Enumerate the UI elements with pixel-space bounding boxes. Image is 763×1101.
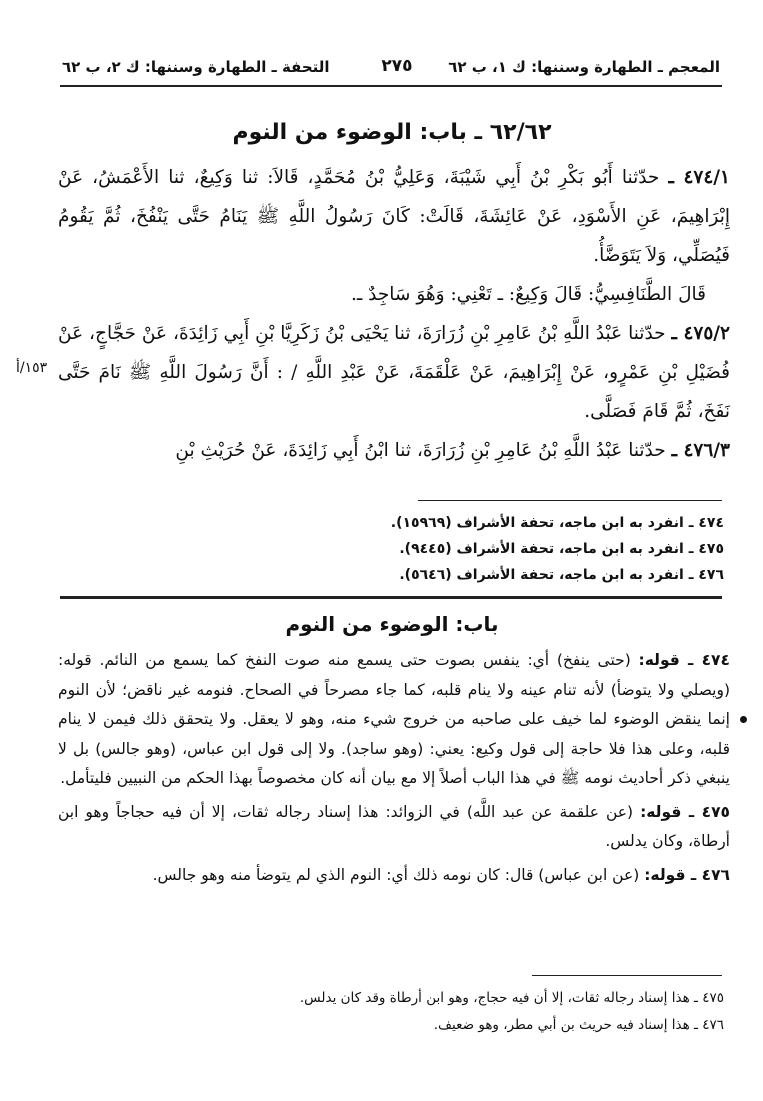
- header-rule: [60, 85, 722, 87]
- commentary-474-head: ٤٧٤ ـ قوله:: [638, 651, 730, 669]
- footnotes-2: [200, 985, 724, 1039]
- page-number: ٢٧٥: [381, 56, 413, 76]
- hadith-474: [58, 158, 730, 275]
- margin-dot-icon: [740, 716, 747, 723]
- commentary-476-text: (عن ابن عباس) قال: كان نومه ذلك أي: النوم الذي لم يتوضأ منه وهو جالس.: [152, 865, 640, 884]
- footnotes-1: [300, 510, 724, 588]
- hadith-475-text: حدّثنا عَبْدُ اللَّهِ بْنُ عَامِرِ بْنِ زُرَارَةَ، ثنا يَحْيَى بْنُ زَكَرِيَّا بْنِ أَبِي زَائِدَةَ، عَنْ حَجَّاجٍ، عَنْ فُضَيْلِ بْنِ عَمْرٍو، عَنْ إِبْرَاهِيمَ، عَنْ عَلْقَمَةَ، عَنْ عَبْدِ اللَّهِ / : أَنَّ رَسُولَ اللَّهِ ﷺ نَامَ حَتَّى نَفَخَ، ثُمَّ قَامَ فَصَلَّى.: [58, 323, 730, 422]
- hadith-474-text: حدّثنا أَبُو بَكْرِ بْنُ أَبِي شَيْبَةَ، وَعَلِيُّ بْنُ مُحَمَّدٍ، قَالاَ: ثنا وَكِيعٌ، ثنا الأَعْمَشُ، عَنْ إِبْرَاهِيمَ، عَنِ الأَسْوَدِ، عَنْ عَائِشَةَ، قَالَتْ: كَانَ رَسُولُ اللَّهِ ﷺ يَنَامُ حَتَّى يَنْفُخَ، ثُمَّ يَقُومُ فَيُصَلِّي، وَلاَ يَتَوَضَّأُ.: [58, 167, 730, 266]
- header-right-title: المعجم ـ الطهارة وسننها: ك ١، ب ٦٢: [448, 58, 720, 76]
- hadith-474-note: قَالَ الطَّنَافِسِيُّ: قَالَ وَكِيعٌ: ـ تَعْنِي: وَهُوَ سَاجِدٌ ـ.: [350, 284, 706, 305]
- footnote-2-475: ٤٧٥ ـ هذا إسناد رجاله ثقات، إلا أن فيه حجاج، وهو ابن أرطاة وقد كان يدلس.: [299, 990, 724, 1006]
- commentary-474-text: (حتى ينفخ) أي: ينفس بصوت حتى يسمع منه صوت النفخ كما يسمع من النائم. قوله: (ويصلي ولا يتوضأ) لأنه تنام عينه ولا ينام قلبه، كما جاء مصرحاً في الصحاح. فنومه غير ناقض؛ لأن النوم إنما ينقض الوضوء لما خيف على صاحبه من خروج شيء منه، وهو لا يعقل. ولا يتحقق ذلك فيمن لا ينام قلبه، وعلى هذا فلا حاجة إلى قول وكيع: يعني: (وهو ساجد). ولا إلى قول ابن عباس، (وهو جالس) بل لا ينبغي ذكر أحاديث نومه ﷺ في هذا الباب أصلاً إلا مع بيان أنه كان مخصوصاً بهذا الحكم من النبيين فليتأمل.: [58, 651, 730, 787]
- hadith-476-text: حدّثنا عَبْدُ اللَّهِ بْنُ عَامِرِ بْنِ زُرَارَةَ، ثنا ابْنُ أَبِي زَائِدَةَ، عَنْ حُرَيْثِ بْنِ: [175, 440, 666, 461]
- hadith-475-number: ٤٧٥/٢ ـ: [671, 323, 730, 344]
- footnote-476: ٤٧٦ ـ انفرد به ابن ماجه، تحفة الأشراف (٥٦٤٦).: [399, 567, 724, 583]
- commentary-text: [58, 646, 730, 894]
- footnote-474: ٤٧٤ ـ انفرد به ابن ماجه، تحفة الأشراف (١٥٩٦٩).: [390, 515, 724, 531]
- header-left-title: التحفة ـ الطهارة وسننها: ك ٢، ب ٦٢: [62, 58, 330, 76]
- running-header: [62, 56, 720, 82]
- margin-manuscript-ref: ١٥٣/أ: [16, 360, 48, 376]
- commentary-476-head: ٤٧٦ ـ قوله:: [644, 865, 730, 884]
- commentary-title: باب: الوضوء من النوم: [285, 612, 499, 636]
- commentary-475: [58, 798, 730, 857]
- section-divider: [60, 596, 722, 599]
- footnote-rule-2: [532, 975, 722, 976]
- hadith-text: [58, 158, 730, 470]
- chapter-title: ٦٢/٦٢ ـ باب: الوضوء من النوم: [232, 120, 552, 145]
- commentary-475-head: ٤٧٥ ـ قوله:: [640, 802, 730, 821]
- hadith-476: [58, 431, 730, 470]
- commentary-474: [58, 646, 730, 794]
- footnote-475: ٤٧٥ ـ انفرد به ابن ماجه، تحفة الأشراف (٩٤٤٥).: [399, 541, 724, 557]
- commentary-475-text: (عن علقمة عن عبد اللَّه) في الزوائد: هذا إسناد رجاله ثقات، إلا أن فيه حجاجاً وهو ابن أرطاة، وكان يدلس.: [58, 802, 730, 850]
- hadith-474-number: ٤٧٤/١ ـ: [668, 167, 730, 188]
- footnote-rule-1: [418, 500, 722, 501]
- hadith-475: [58, 314, 730, 431]
- footnote-2-476: ٤٧٦ ـ هذا إسناد فيه حريث بن أبي مطر، وهو ضعيف.: [433, 1017, 724, 1033]
- hadith-476-number: ٤٧٦/٣ ـ: [671, 440, 730, 461]
- commentary-476: [58, 861, 730, 891]
